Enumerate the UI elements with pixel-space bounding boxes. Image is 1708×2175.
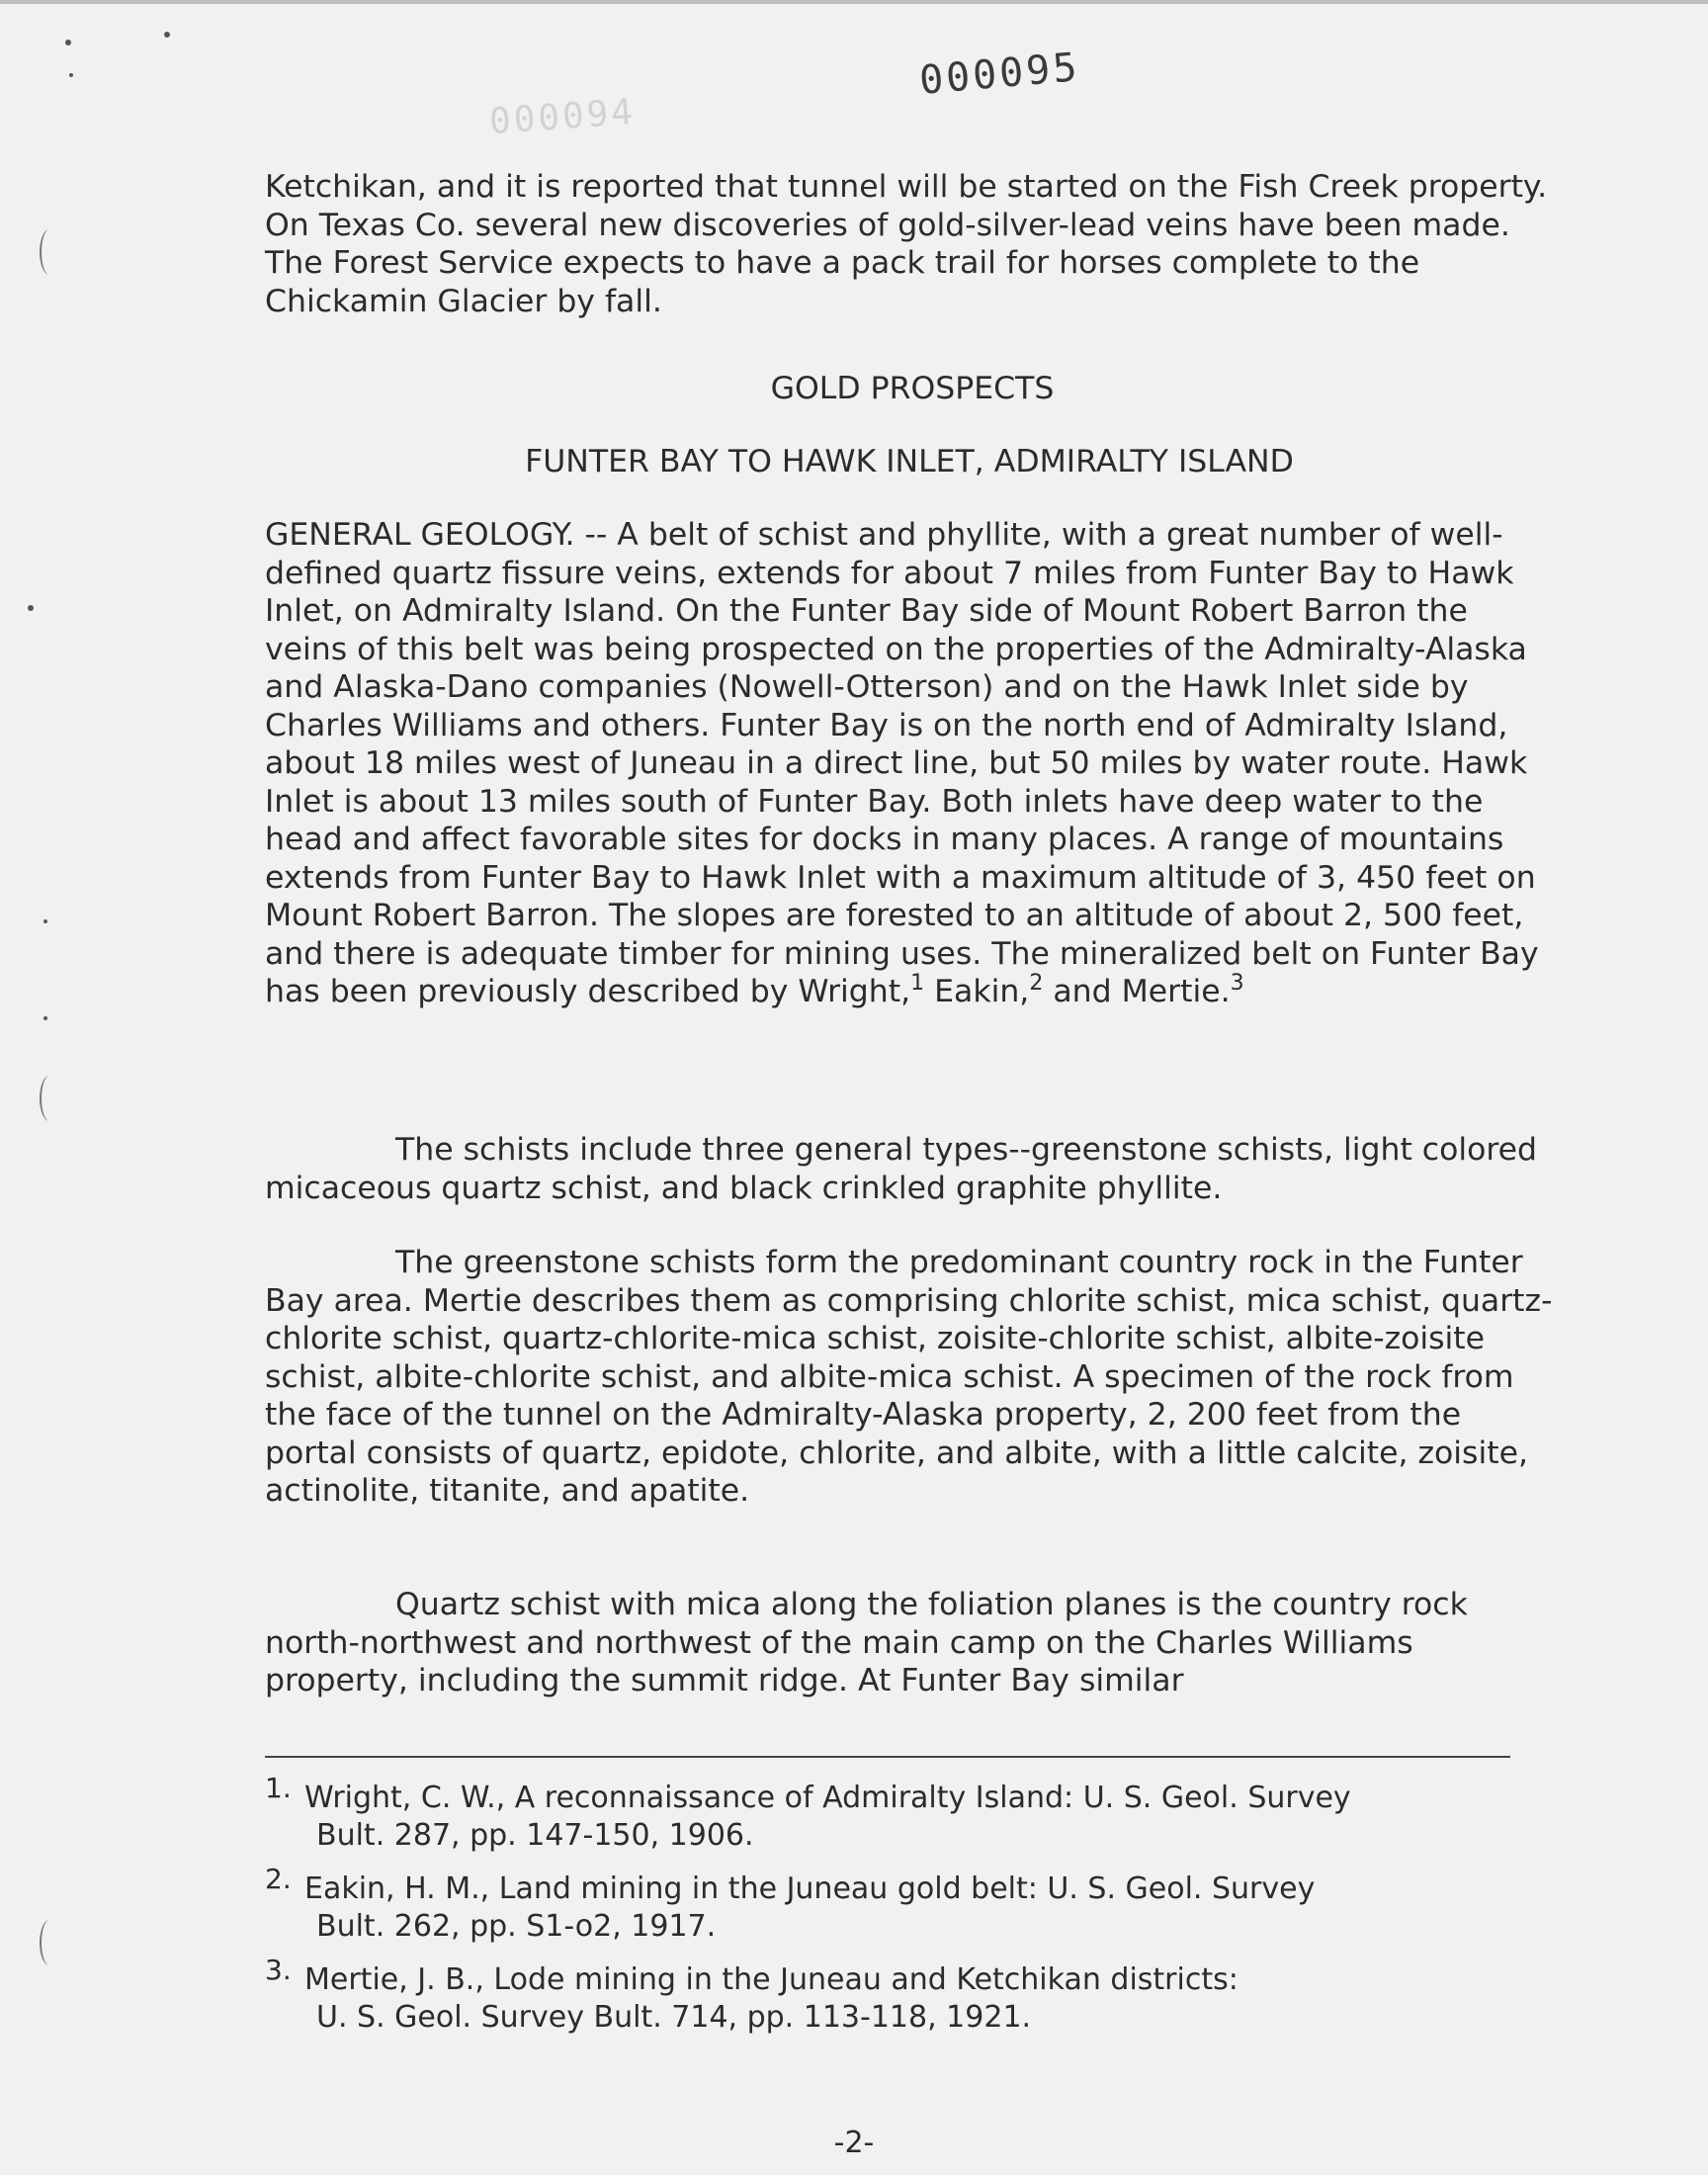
scan-speck — [28, 605, 34, 611]
footnote-number: 1. — [265, 1772, 292, 1804]
footnote-line: U. S. Geol. Survey Bult. 714, pp. 113-118, 1921. — [316, 2000, 1032, 2035]
footnote-number: 3. — [265, 1954, 292, 1986]
footnote-number: 2. — [265, 1863, 292, 1895]
scan-top-edge — [0, 0, 1708, 4]
footnote-body — [304, 1780, 1530, 1855]
scan-speck — [65, 40, 71, 45]
general-geology-paragraph — [265, 516, 1560, 1011]
footnote-divider — [265, 1756, 1510, 1758]
quartz-schist-paragraph: Quartz schist with mica along the foliation planes is the country rock north-northwest and northwest of the main camp on the Charles Williams property, including the summit ridge. At Funter Bay similar — [265, 1587, 1468, 1698]
bates-stamp-number: 000095 — [917, 44, 1082, 104]
general-geology-text-mid: Eakin, — [924, 974, 1030, 1009]
margin-bracket-mark — [40, 1076, 59, 1121]
margin-bracket-mark — [40, 1920, 59, 1965]
scan-speck — [164, 32, 170, 38]
page-number: -2- — [833, 2126, 875, 2160]
footnote-line: Eakin, H. M., Land mining in the Juneau gold belt: U. S. Geol. Survey — [304, 1871, 1316, 1906]
footnote-line: Bult. 287, pp. 147-150, 1906. — [316, 1818, 754, 1853]
intro-paragraph: Ketchikan, and it is reported that tunnel will be started on the Fish Creek property. On Texas Co. several new discoveries of gold-silver-lead veins have been made. The Forest Service expects to have a pack trail for horses complete to the Chickamin Glacier by fall. — [265, 169, 1548, 319]
section-heading: GOLD PROSPECTS — [770, 371, 1055, 406]
footnote-line: Wright, C. W., A reconnaissance of Admiralty Island: U. S. Geol. Survey — [304, 1781, 1351, 1815]
general-geology-text-end: and Mertie. — [1043, 974, 1231, 1009]
footnote-body — [304, 1870, 1530, 1946]
footnote-line: Mertie, J. B., Lode mining in the Juneau and Ketchikan districts: — [304, 1962, 1238, 1997]
footnote-ref-1[interactable]: 1 — [910, 971, 925, 996]
subsection-heading: FUNTER BAY TO HAWK INLET, ADMIRALTY ISLAND — [525, 444, 1294, 479]
greenstone-paragraph: The greenstone schists form the predominant country rock in the Funter Bay area. Mertie describes them as comprising chlorite schist, mica schist, quartz-chlorite schist, quartz-chlorite-mica schist, zoisite-chlorite schist, albite-zoisite schist, albite-chlorite schist, and albite-mica schist. A specimen of the rock from the face of the tunnel on the Admiralty-Alaska property, 2, 200 feet from the portal consists of quartz, epidote, chlorite, and albite, with a little calcite, zoisite, actinolite, titanite, and apatite. — [265, 1245, 1553, 1509]
footnote-ref-3[interactable]: 3 — [1230, 971, 1244, 996]
schists-paragraph: The schists include three general types--greenstone schists, light colored micaceous quartz schist, and black crinkled graphite phyllite. — [265, 1132, 1538, 1206]
footnote-body — [304, 1961, 1530, 2037]
scan-speck — [43, 919, 47, 923]
margin-bracket-mark — [40, 229, 59, 275]
scan-speck — [69, 73, 73, 77]
scan-speck — [43, 1016, 47, 1020]
footnote-line: Bult. 262, pp. S1-o2, 1917. — [316, 1909, 717, 1944]
ghost-stamp-number: 000094 — [487, 91, 638, 143]
general-geology-text: GENERAL GEOLOGY. -- A belt of schist and phyllite, with a great number of well-defined quartz fissure veins, extends for about 7 miles from Funter Bay to Hawk Inlet, on Admiralty Island. On the Funter Bay side of Mount Robert Barron the veins of this belt was being prospected on the properties of the Admiralty-Alaska and Alaska-Dano companies (Nowell-Otterson) and on the Hawk Inlet side by Charles Williams and others. Funter Bay is on the north end of Admiralty Island, about 18 miles west of Juneau in a direct line, but 50 miles by water route. Hawk Inlet is about 13 miles south of Funter Bay. Both inlets have deep water to the head and affect favorable sites for docks in many places. A range of mountains extends from Funter Bay to Hawk Inlet with a maximum altitude of 3, 450 feet on Mount Robert Barron. The slopes are forested to an altitude of about 2, 500 feet, and there is adequate timber for mining uses. The mineralized belt on Funter Bay has been previously described by Wright, — [265, 517, 1539, 1009]
footnote-ref-2[interactable]: 2 — [1029, 971, 1044, 996]
